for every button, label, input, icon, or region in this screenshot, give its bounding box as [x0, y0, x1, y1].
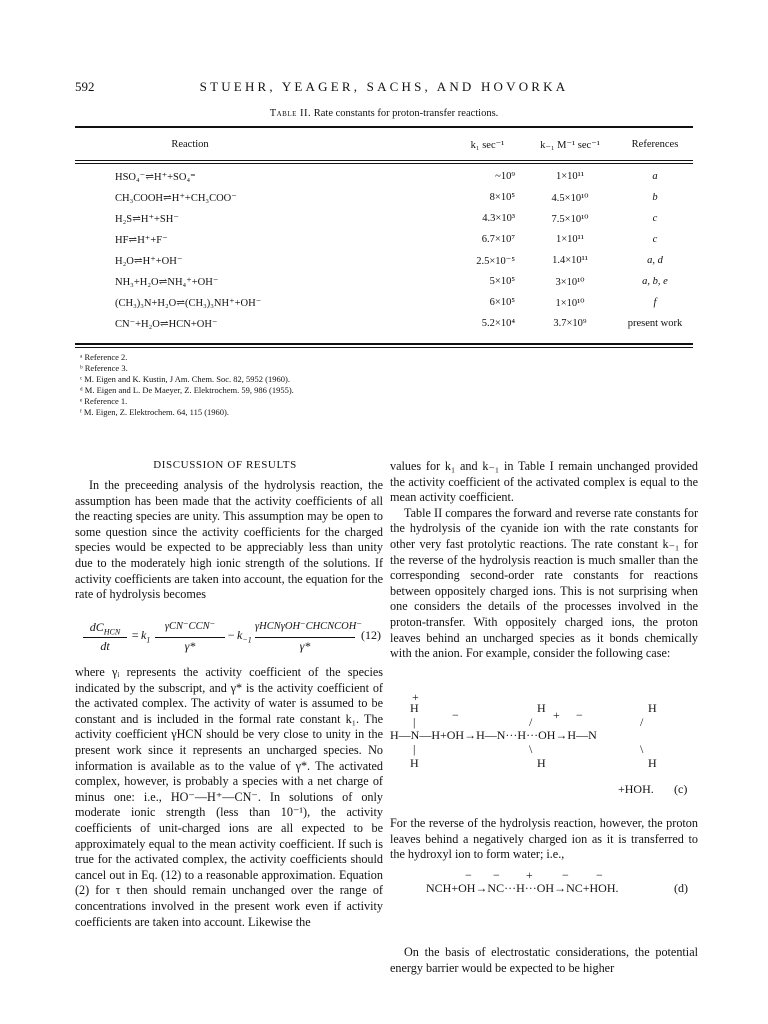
- table-cell-reaction: H₂S⇌H⁺+SH⁻: [115, 214, 179, 225]
- paragraph-text: Table II compares the forward and reverse rate constants for the hydrolysis of the cyanide ion with the rate constants for other very fast protolytic reactions. The rate constant k₋₁ for the reverse of the hydrolysis reaction is much smaller than the corresponding second-order rate constants for reactions between oppositely charged ions. This is not surprising when one considers the details of the processes involved in the proton-transfer. With oppositely charged ions, the proton leaves behind an uncharged species as it bonds chemically with the anion. For example, consider the following case:: [390, 505, 698, 661]
- charge-minus: −: [493, 868, 500, 882]
- table-cell-k1: 4.3×10³: [482, 213, 515, 224]
- table-cell-k1: 8×10⁵: [489, 192, 515, 203]
- table-footnote: ᵉ Reference 1.: [80, 396, 128, 406]
- table-cell-k1: 5.2×10⁴: [481, 318, 515, 329]
- table-cell-ref: a, d: [647, 255, 663, 266]
- table-cell-reaction: H₂O⇌H⁺+OH⁻: [115, 256, 183, 267]
- equation-number: (12): [361, 628, 381, 642]
- table-rule-header-double: [75, 163, 693, 164]
- running-title: STUEHR, YEAGER, SACHS, AND HOVORKA: [199, 79, 569, 94]
- eq-km1: $k_{-1}$: [237, 628, 252, 645]
- eq-fraction-bar: [255, 637, 355, 638]
- paragraph-text: On the basis of electrostatic considerations, the potential energy barrier would be expected to be higher: [390, 945, 698, 975]
- table-cell-k1: 5×10⁵: [489, 276, 515, 287]
- table-cell-ref: b: [652, 192, 658, 203]
- table-cell-k1: 6.7×10⁷: [481, 234, 515, 245]
- charge-minus: −: [452, 708, 459, 722]
- table-cell-ref: c: [652, 234, 658, 245]
- table-cell-km1: 1×10¹⁰: [555, 298, 585, 309]
- table-header-reaction: Reaction: [171, 139, 209, 150]
- table-cell-km1: 1×10¹¹: [556, 234, 584, 245]
- scheme-label: (c): [674, 782, 688, 796]
- table-cell-ref: a, b, e: [642, 276, 668, 287]
- charge-minus: −: [562, 868, 569, 882]
- eq-lhs-numerator: $dC_{HCN}$: [89, 620, 121, 637]
- eq-equals: =: [131, 628, 140, 642]
- eq-term1-numerator: γCN⁻CCN⁻: [164, 621, 216, 632]
- left-column-paragraph: [75, 478, 383, 603]
- charge-minus: −: [465, 868, 472, 882]
- equation-12: [75, 620, 383, 660]
- left-column-paragraph: [75, 665, 383, 930]
- table-footnote: ᵃ Reference 2.: [80, 352, 128, 362]
- atom-h: H: [410, 756, 419, 770]
- scheme-label: (d): [674, 881, 688, 895]
- table-cell-k1: 6×10⁵: [489, 297, 515, 308]
- table-cell-km1: 3×10¹⁰: [555, 277, 585, 288]
- table-cell-reaction: (CH₃)₃N+H₂O⇌(CH₃)₃NH⁺+OH⁻: [115, 298, 262, 309]
- charge-plus: +: [412, 690, 419, 704]
- table-cell-km1: 4.5×10¹⁰: [551, 193, 589, 204]
- table-cell-ref: f: [653, 297, 657, 308]
- table-cell-reaction: HF⇌H⁺+F⁻: [115, 235, 168, 246]
- bond-vertical: |: [413, 715, 416, 729]
- eq-term1-denominator: γ*: [184, 639, 196, 653]
- table-cell-reaction: NH₃+H₂O⇌NH₄⁺+OH⁻: [115, 277, 219, 288]
- atom-h: H: [648, 756, 657, 770]
- table-header-references: References: [631, 139, 679, 150]
- table-header-k1: k₁ sec⁻¹: [470, 140, 505, 151]
- paragraph-text: For the reverse of the hydrolysis reaction, however, the proton leaves behind a negatively charged ion as it is transferred to the hydroxyl ion to form water; i.e.,: [390, 816, 698, 862]
- table-cell-k1: ~10⁹: [495, 171, 515, 182]
- atom-h: H: [537, 701, 546, 715]
- eq-fraction-bar: [83, 637, 127, 638]
- eq-minus: −: [227, 628, 236, 642]
- right-column-paragraph: [390, 945, 698, 976]
- paragraph-text: where γᵢ represents the activity coefficient of the species indicated by the subscript, and γ* is the activity coefficient of the activated complex. The activity of water is assumed to be constant and is included in the formal rate constant k₁. The activity coefficient γHCN should be very close to unity in the present work since it represents an uncharged species. No information is available as to the value of γ*. The activated complex, however, is probably a species with a net charge of minus one: i.e., HO⁻—H⁺—CN⁻. In solutions of only moderate ionic strength (less than 10⁻¹), the activity coefficients of unit-charged ions are all expected to be approximately equal to the mean activity coefficient. If such is true for the activated complex, the activity coefficients should cancel out in Eq. (12) to a reasonable approximation. Equation (2) for τ then should remain unchanged over the range of concentrations involved in the present work even if activity coefficients are taken into account. Likewise the: [75, 665, 383, 929]
- atom-h: H: [648, 701, 657, 715]
- bond-diagonal: /: [640, 715, 644, 729]
- page-number: 592: [75, 79, 95, 94]
- table-rule-header: [75, 160, 693, 161]
- bond-diagonal: \: [640, 742, 644, 756]
- table-footnote: ᶠ M. Eigen, Z. Elektrochem. 64, 115 (1960).: [80, 407, 229, 417]
- atom-h: H: [410, 701, 419, 715]
- table-rule-bottom-double: [75, 347, 693, 348]
- table-caption-text: Rate constants for proton-transfer reactions.: [313, 108, 499, 119]
- table-cell-reaction: CH₃COOH⇌H⁺+CH₃COO⁻: [115, 193, 237, 204]
- table-cell-ref: present work: [627, 318, 683, 329]
- table-caption: [0, 108, 768, 119]
- bond-diagonal: \: [529, 742, 533, 756]
- charge-minus: −: [576, 708, 583, 722]
- table-footnote: ᶜ M. Eigen and K. Kustin, J Am. Chem. Soc. 82, 5952 (1960).: [80, 374, 290, 384]
- table-cell-k1: 2.5×10⁻⁵: [476, 256, 515, 267]
- table-cell-km1: 3.7×10⁹: [553, 318, 587, 329]
- right-column-paragraph: [390, 459, 698, 662]
- table-cell-km1: 1.4×10¹¹: [552, 255, 588, 266]
- bond-diagonal: /: [529, 715, 533, 729]
- eq-fraction-bar: [155, 637, 225, 638]
- table-footnote: ᵇ Reference 3.: [80, 363, 128, 373]
- eq-lhs-denominator: dt: [100, 639, 110, 653]
- reaction-scheme-c: [390, 690, 698, 805]
- reaction-scheme-d: [390, 868, 698, 908]
- section-title: DISCUSSION OF RESULTS: [153, 459, 297, 471]
- eq-k1: $k_1$: [141, 628, 151, 645]
- table-rule-bottom: [75, 343, 693, 345]
- table-cell-km1: 7.5×10¹⁰: [551, 214, 589, 225]
- eq-term2-numerator: γHCNγOH⁻CHCNCOH⁻: [255, 621, 362, 632]
- charge-plus: +: [553, 708, 560, 722]
- table-cell-ref: c: [652, 213, 658, 224]
- table-footnote: ᵈ M. Eigen and L. De Maeyer, Z. Elektrochem. 59, 986 (1955).: [80, 385, 294, 395]
- table-cell-reaction: CN⁻+H₂O⇌HCN+OH⁻: [115, 319, 218, 330]
- table-caption-label: Table II.: [269, 108, 312, 119]
- atom-h: H: [537, 756, 546, 770]
- paragraph-text: values for k₁ and k₋₁ in Table I remain unchanged provided the activity coefficient of the activated complex is equal to the mean activity coefficient.: [390, 459, 698, 505]
- charge-minus: −: [596, 868, 603, 882]
- table-cell-reaction: HSO₄⁻⇌H⁺+SO₄⁼: [115, 172, 196, 183]
- table-cell-km1: 1×10¹¹: [556, 171, 584, 182]
- scheme-main-line: H—N—H+OH→H—N···H···OH→H—N: [390, 728, 597, 742]
- right-column-paragraph: [390, 816, 698, 863]
- bond-vertical: |: [413, 742, 416, 756]
- table-cell-ref: a: [652, 171, 658, 182]
- charge-plus: +: [526, 868, 533, 882]
- table-rule-top: [75, 126, 693, 128]
- scheme-tail: +HOH.: [618, 782, 654, 796]
- scheme-line: NCH+OH→NC···H···OH→NC+HOH.: [426, 881, 619, 895]
- table-header-km1: k₋₁ M⁻¹ sec⁻¹: [540, 140, 600, 151]
- eq-term2-denominator: γ*: [299, 639, 311, 653]
- paragraph-text: In the preceeding analysis of the hydrolysis reaction, the assumption has been made that the activity coefficients of all the reacting species are unity. This assumption may be open to some question since the activity coefficients for the charged species would be expected to be appreciably less than unity due to the moderately high ionic strength of the solutions. If activity coefficients are taken into account, the equation for the rate of hydrolysis becomes: [75, 478, 383, 602]
